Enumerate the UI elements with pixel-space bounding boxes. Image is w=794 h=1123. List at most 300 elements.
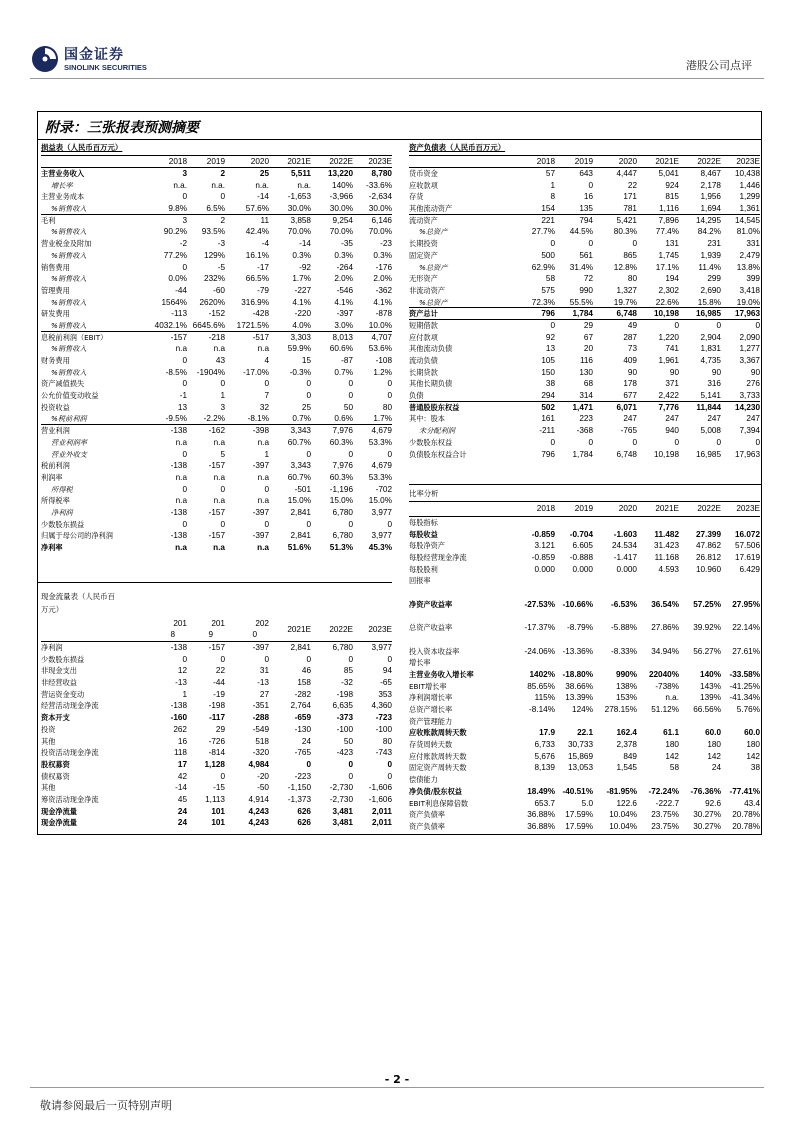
row-value: 4,679: [371, 426, 392, 436]
row-label: 每股收益: [409, 529, 438, 539]
row-value: 741: [665, 344, 679, 354]
row-value: 1,446: [739, 180, 760, 190]
row-label: 净资产收益率: [409, 599, 453, 609]
row-value: -373: [336, 713, 353, 723]
table-row: [41, 542, 392, 554]
row-label: 其中：股本: [409, 414, 445, 424]
row-value: -227: [294, 285, 311, 295]
row-value: 3,977: [371, 507, 392, 517]
row-value: 1,299: [739, 192, 760, 202]
row-label: 应付账款周转天数: [409, 751, 467, 761]
row-value: 1,113: [205, 794, 225, 804]
row-label: EBIT利息保障倍数: [409, 798, 469, 808]
row-value: 262: [173, 724, 187, 734]
row-value: -33.6%: [366, 180, 392, 190]
table-row: [41, 654, 392, 666]
ratio-year-header: [409, 501, 760, 517]
row-value: 15.8%: [697, 297, 721, 307]
row-value: 2,422: [658, 391, 679, 401]
row-value: [721, 517, 760, 529]
row-value: 25: [301, 402, 311, 412]
row-label: 长期贷款: [409, 367, 438, 377]
row-value: 13: [177, 402, 187, 412]
row-value: -8.79%: [567, 623, 593, 633]
row-value: 30.0%: [329, 204, 353, 214]
row-value: 140%: [332, 180, 353, 190]
row-value: 16,985: [695, 309, 721, 319]
row-value: 16.072: [734, 529, 760, 539]
row-value: 2.0%: [373, 274, 392, 284]
table-row: [409, 517, 760, 529]
year-header-cell: 2019: [574, 504, 593, 514]
row-value: -397: [252, 507, 269, 517]
row-value: 3,977: [371, 643, 392, 652]
row-value: -0.859: [531, 529, 555, 539]
row-value: -1.417: [613, 553, 637, 563]
row-value: 1,961: [658, 356, 679, 365]
row-value: 70.0%: [329, 227, 353, 237]
year-header-cell: 201: [173, 619, 187, 628]
row-value: -138: [170, 643, 187, 652]
balance-sheet-title: 资产负债表（人民币百万元）: [409, 142, 760, 156]
row-value: 68: [583, 379, 593, 389]
row-value: 6,780: [332, 531, 353, 541]
row-value: 31.4%: [569, 262, 593, 272]
row-value: 50: [343, 402, 353, 412]
row-value: 2,090: [739, 332, 760, 342]
year-header-cell: 2018: [536, 504, 555, 514]
table-row: [409, 238, 760, 250]
row-label: 非经营收益: [41, 678, 77, 688]
row-value: -17.37%: [524, 623, 555, 633]
row-label: %销售收入: [51, 250, 87, 260]
row-value: 1402%: [529, 669, 555, 679]
row-value: -41.34%: [729, 693, 760, 703]
row-value: 4.1%: [292, 297, 311, 307]
table-row: [409, 622, 760, 634]
row-value: -6.53%: [611, 599, 637, 609]
row-value: 6,748: [616, 309, 637, 319]
row-value: 287: [623, 332, 637, 342]
row-value: -20: [257, 771, 269, 781]
row-value: 1.2%: [373, 367, 392, 377]
row-value: 2.0%: [334, 274, 353, 284]
row-value: 14,545: [734, 215, 760, 225]
row-value: -100: [336, 724, 353, 734]
row-value: [593, 611, 637, 623]
row-value: 223: [579, 414, 593, 424]
row-value: 0: [264, 379, 269, 389]
row-value: -176: [375, 262, 392, 272]
table-row: [41, 168, 392, 180]
row-label: 财务费用: [41, 356, 70, 365]
year-header-cell-suffix: 9: [208, 630, 213, 639]
table-row: [409, 657, 760, 669]
row-label: %销售收入: [51, 297, 87, 307]
row-value: 72: [583, 274, 593, 284]
row-label: 应收款项: [409, 180, 438, 190]
row-label: 所得税: [51, 484, 73, 494]
row-label: 负债: [409, 391, 424, 401]
table-row: [41, 736, 392, 748]
row-value: 22: [215, 666, 225, 676]
row-value: 11.482: [654, 529, 679, 539]
row-value: n.a: [213, 472, 225, 482]
row-value: -27.53%: [524, 599, 555, 609]
row-value: 38.66%: [565, 681, 593, 691]
row-label: %销售收入: [51, 227, 87, 237]
row-value: 0: [387, 654, 392, 664]
row-value: 0: [550, 437, 555, 447]
row-value: 4: [264, 356, 269, 365]
row-value: -659: [294, 713, 311, 723]
row-value: 56.27%: [693, 646, 721, 656]
row-value: 0.7%: [334, 367, 353, 377]
row-label: 所得税率: [41, 496, 70, 506]
row-value: 131: [665, 239, 679, 249]
row-label: 资产负债率: [409, 810, 445, 820]
row-label: EBIT增长率: [409, 681, 447, 691]
row-value: 60.3%: [329, 437, 353, 447]
row-value: [593, 716, 637, 728]
row-value: 42.4%: [245, 227, 269, 237]
table-row: [41, 689, 392, 701]
row-value: 231: [707, 239, 721, 249]
year-header-cell: 2023E: [736, 504, 760, 514]
row-label: %销售收入: [51, 274, 87, 284]
row-value: -1,196: [329, 484, 353, 494]
row-value: 180: [665, 740, 679, 750]
row-value: 80: [382, 402, 392, 412]
row-value: [517, 774, 555, 786]
row-value: 85.65%: [527, 681, 555, 691]
row-value: [517, 634, 555, 646]
row-value: 9,254: [332, 215, 353, 225]
row-label: 投资收益: [41, 402, 70, 412]
row-value: -398: [252, 426, 269, 436]
row-label: 投资活动现金净流: [41, 748, 99, 758]
row-value: 6645.6%: [192, 320, 225, 330]
row-label: 资产负债率: [409, 821, 445, 831]
row-label: 偿债能力: [409, 775, 438, 785]
row-value: -2.2%: [203, 414, 225, 424]
row-value: -8.1%: [247, 414, 269, 424]
row-value: 10,438: [734, 169, 760, 178]
row-value: 677: [623, 391, 637, 401]
row-value: -2,730: [329, 794, 353, 804]
row-value: 0: [182, 192, 187, 202]
row-value: 0: [348, 519, 353, 529]
row-value: 30.0%: [368, 204, 392, 214]
table-row: [41, 390, 392, 402]
row-value: 15.0%: [368, 496, 392, 506]
row-value: 8,013: [332, 332, 353, 342]
row-value: 0: [348, 771, 353, 781]
row-value: 154: [541, 204, 555, 214]
row-value: 101: [211, 818, 225, 828]
row-value: -13: [175, 678, 187, 688]
row-value: 3,481: [332, 818, 353, 828]
row-label: 资产管理能力: [409, 716, 453, 726]
row-value: -726: [208, 736, 225, 746]
row-value: 5,676: [534, 751, 555, 761]
row-value: 4,447: [616, 169, 637, 178]
row-value: 51.12%: [651, 705, 679, 714]
row-value: 118: [173, 748, 187, 758]
row-label: %总资产: [419, 297, 448, 307]
row-value: 1,471: [572, 402, 593, 412]
row-value: 22.1: [577, 728, 593, 738]
row-label: 净负债/股东权益: [409, 786, 462, 796]
row-value: 8,139: [534, 763, 555, 773]
row-value: 19.0%: [736, 297, 760, 307]
row-value: 5,511: [290, 169, 311, 178]
row-value: 3: [220, 402, 225, 412]
table-row: [41, 724, 392, 736]
row-value: -117: [209, 713, 225, 723]
row-value: 45: [177, 794, 187, 804]
row-value: 1,694: [700, 204, 721, 214]
row-value: 502: [541, 402, 555, 412]
row-value: 5.0: [581, 798, 593, 808]
table-row: [41, 747, 392, 759]
row-value: 92: [545, 332, 555, 342]
row-value: -1,606: [368, 794, 392, 804]
table-row: [409, 762, 760, 774]
row-value: 1: [182, 689, 187, 699]
row-value: 22.14%: [732, 623, 760, 633]
row-value: 4.0%: [292, 320, 311, 330]
row-value: -1,373: [287, 794, 311, 804]
row-value: [555, 774, 593, 786]
row-value: -1: [179, 391, 187, 401]
row-value: 5,421: [616, 215, 637, 225]
row-label: 资本开支: [41, 713, 70, 723]
row-value: 57.6%: [245, 204, 269, 214]
row-label: 存货周转天数: [409, 740, 453, 750]
row-value: 849: [623, 751, 637, 761]
row-value: [517, 517, 555, 529]
row-value: 115%: [534, 693, 555, 703]
row-value: [593, 634, 637, 646]
row-value: 139%: [700, 693, 721, 703]
table-row: [409, 634, 760, 646]
row-value: 32: [259, 402, 269, 412]
year-header-cell: 2021E: [287, 157, 311, 166]
table-row: [409, 262, 760, 274]
table-row: [409, 378, 760, 390]
row-value: 18.49%: [527, 786, 555, 796]
year-header-cell: 2018: [536, 157, 555, 166]
row-value: 371: [665, 379, 679, 389]
table-row: [409, 587, 760, 599]
table-row: [409, 437, 760, 449]
row-value: 0: [182, 262, 187, 272]
row-value: 3,343: [290, 461, 311, 471]
year-header-cell: 2022E: [697, 157, 721, 166]
row-label: 息税前利润（EBIT）: [41, 332, 108, 342]
row-value: 17.59%: [565, 821, 593, 831]
row-value: 11.4%: [698, 262, 721, 272]
report-type-label: 港股公司点评: [686, 59, 752, 72]
row-value: 0: [588, 437, 593, 447]
cash-flow-year-header: [41, 616, 392, 642]
year-header-spacer: [409, 156, 517, 167]
row-value: 924: [665, 180, 679, 190]
table-row: [409, 611, 760, 623]
row-value: 1,939: [700, 250, 721, 260]
row-value: 0: [264, 654, 269, 664]
row-value: 14,295: [695, 215, 721, 225]
row-value: 6,146: [371, 215, 392, 225]
row-value: -19: [213, 689, 225, 699]
row-label: 现金净流量: [41, 806, 77, 816]
row-value: -814: [208, 748, 225, 758]
row-value: 0.3%: [373, 250, 392, 260]
row-value: 0: [716, 437, 721, 447]
row-value: -76.36%: [690, 786, 721, 796]
row-value: -282: [294, 689, 311, 699]
row-value: 6.605: [572, 541, 593, 551]
row-value: n.a.: [665, 693, 679, 703]
year-header-cell: 2020: [250, 157, 269, 166]
row-value: 143%: [700, 681, 721, 691]
row-value: [517, 716, 555, 728]
row-label: 其他: [41, 783, 56, 793]
row-label: %税前利润: [51, 414, 87, 424]
row-value: 13,220: [327, 169, 353, 178]
row-label: 债权募资: [41, 771, 70, 781]
row-value: 178: [623, 379, 637, 389]
row-label: 少数股东损益: [41, 654, 85, 664]
row-value: 1,116: [659, 204, 679, 214]
row-value: -100: [375, 724, 392, 734]
row-value: 138%: [616, 681, 637, 691]
row-value: 19.7%: [613, 297, 637, 307]
row-value: 105: [541, 356, 555, 365]
footer-divider: [30, 1087, 764, 1088]
row-value: 43: [215, 356, 225, 365]
row-value: 50: [343, 736, 353, 746]
table-row: [41, 343, 392, 355]
row-value: 247: [746, 414, 760, 424]
row-value: n.a: [175, 344, 187, 354]
row-value: 247: [623, 414, 637, 424]
table-row: [409, 250, 760, 262]
row-value: -15: [213, 783, 225, 793]
row-value: 575: [541, 285, 555, 295]
row-value: 0: [306, 379, 311, 389]
row-value: 13.39%: [565, 693, 593, 703]
row-value: 24.534: [611, 541, 637, 551]
row-value: n.a: [175, 472, 187, 482]
row-value: -32: [341, 678, 353, 688]
row-value: 27.7%: [531, 227, 555, 237]
row-value: 0: [387, 449, 392, 459]
row-value: 135: [579, 204, 593, 214]
row-value: 53.3%: [368, 437, 392, 447]
row-value: -130: [294, 724, 311, 734]
row-label: 每股指标: [409, 518, 438, 527]
row-value: 232%: [204, 274, 225, 284]
row-value: 2,178: [700, 180, 721, 190]
row-value: -1904%: [196, 367, 225, 377]
row-value: [637, 634, 679, 646]
row-value: 4.1%: [334, 297, 353, 307]
row-value: -24.06%: [524, 646, 555, 656]
row-value: -10.66%: [562, 599, 593, 609]
row-value: -14: [175, 783, 187, 793]
table-row: [41, 215, 392, 227]
row-value: 0: [182, 484, 187, 494]
row-value: -738%: [655, 681, 679, 691]
row-value: -14: [257, 192, 269, 202]
table-row: [409, 402, 760, 414]
row-value: 0: [306, 391, 311, 401]
row-value: -138: [170, 701, 187, 711]
row-label: 管理费用: [41, 285, 70, 295]
row-value: 4,360: [371, 701, 392, 711]
year-header-cell: 2022E: [329, 625, 353, 634]
row-value: 60.0: [705, 728, 721, 738]
row-value: 29: [215, 724, 225, 734]
table-row: [41, 238, 392, 250]
row-value: 10.04%: [609, 821, 637, 831]
row-value: 0: [550, 239, 555, 249]
row-label: 非现金支出: [41, 666, 77, 676]
row-value: 0.0%: [168, 274, 187, 284]
row-label: 营运资金变动: [41, 689, 85, 699]
row-value: [517, 611, 555, 623]
row-value: 16: [583, 192, 593, 202]
row-value: 0: [674, 437, 679, 447]
row-value: -5.88%: [611, 623, 637, 633]
row-value: n.a.: [297, 180, 311, 190]
row-value: 3,481: [332, 806, 353, 816]
row-value: 0: [716, 320, 721, 330]
row-value: n.a: [175, 437, 187, 447]
year-header-cell-suffix: 0: [252, 630, 257, 639]
row-value: -765: [294, 748, 311, 758]
row-value: 24: [301, 736, 311, 746]
row-value: 5: [220, 449, 225, 459]
row-value: 92.6: [705, 798, 721, 808]
row-value: 1564%: [161, 297, 187, 307]
row-value: 30.0%: [287, 204, 311, 214]
row-value: -8.14%: [529, 705, 555, 714]
row-value: -5: [217, 262, 225, 272]
row-value: 46: [301, 666, 311, 676]
row-value: -152: [208, 309, 225, 319]
row-value: 12: [177, 666, 187, 676]
row-value: [637, 657, 679, 669]
income-statement-title: 损益表（人民币百万元）: [41, 142, 392, 156]
row-value: 1,784: [572, 449, 593, 459]
row-value: 0: [306, 759, 311, 769]
row-value: 0: [182, 449, 187, 459]
row-value: 796: [541, 309, 555, 319]
row-value: 90: [669, 367, 679, 377]
row-value: 0.000: [616, 564, 637, 574]
row-value: 30.27%: [693, 821, 721, 831]
row-value: -4: [261, 239, 269, 249]
row-value: 60.6%: [329, 344, 353, 354]
year-header-cell: 201: [211, 619, 225, 628]
row-value: 7,976: [332, 461, 353, 471]
row-value: 130: [579, 367, 593, 377]
table-row: [409, 727, 760, 739]
row-label: 现金净流量: [41, 818, 77, 828]
